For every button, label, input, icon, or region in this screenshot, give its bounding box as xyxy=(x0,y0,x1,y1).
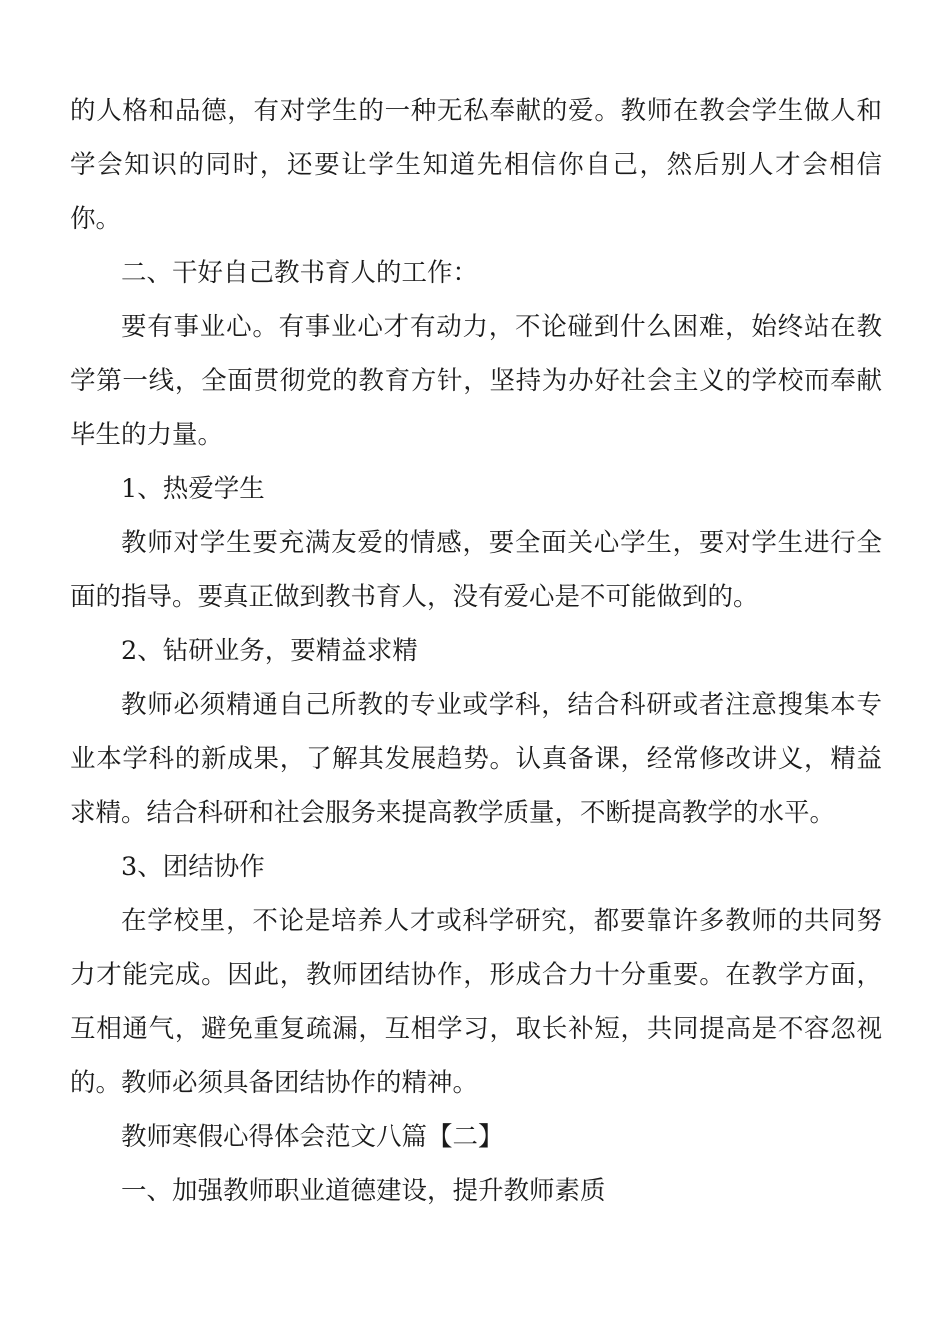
subheading-teamwork: 3、团结协作 xyxy=(121,852,265,882)
paragraph-continuation: 的人格和品德，有对学生的一种无私奉献的爱。教师在教会学生做人和学会知识的同时，还要让学生知道先相信你自己，然后别人才会相信你。 xyxy=(70,96,882,234)
section-heading-two: 二、干好自己教书育人的工作： xyxy=(121,258,479,288)
article-title-two: 教师寒假心得体会范文八篇【二】 xyxy=(121,1122,504,1152)
section-heading-one: 一、加强教师职业道德建设，提升教师素质 xyxy=(121,1176,606,1206)
paragraph-love-students: 教师对学生要充满友爱的情感，要全面关心学生，要对学生进行全面的指导。要真正做到教书育人，没有爱心是不可能做到的。 xyxy=(70,528,882,612)
paragraph-dedication: 要有事业心。有事业心才有动力，不论碰到什么困难，始终站在教学第一线，全面贯彻党的教育方针，坚持为办好社会主义的学校而奉献毕生的力量。 xyxy=(70,312,882,450)
subheading-study-business: 2、钻研业务，要精益求精 xyxy=(121,636,418,666)
document-page xyxy=(70,84,882,1218)
paragraph-teamwork: 在学校里，不论是培养人才或科学研究，都要靠许多教师的共同努力才能完成。因此，教师团结协作，形成合力十分重要。在教学方面，互相通气，避免重复疏漏，互相学习，取长补短，共同提高是不容忽视的。教师必须具备团结协作的精神。 xyxy=(70,906,882,1098)
paragraph-study-business: 教师必须精通自己所教的专业或学科，结合科研或者注意搜集本专业本学科的新成果，了解其发展趋势。认真备课，经常修改讲义，精益求精。结合科研和社会服务来提高教学质量，不断提高教学的水平。 xyxy=(70,690,882,828)
subheading-love-students: 1、热爱学生 xyxy=(121,474,265,504)
